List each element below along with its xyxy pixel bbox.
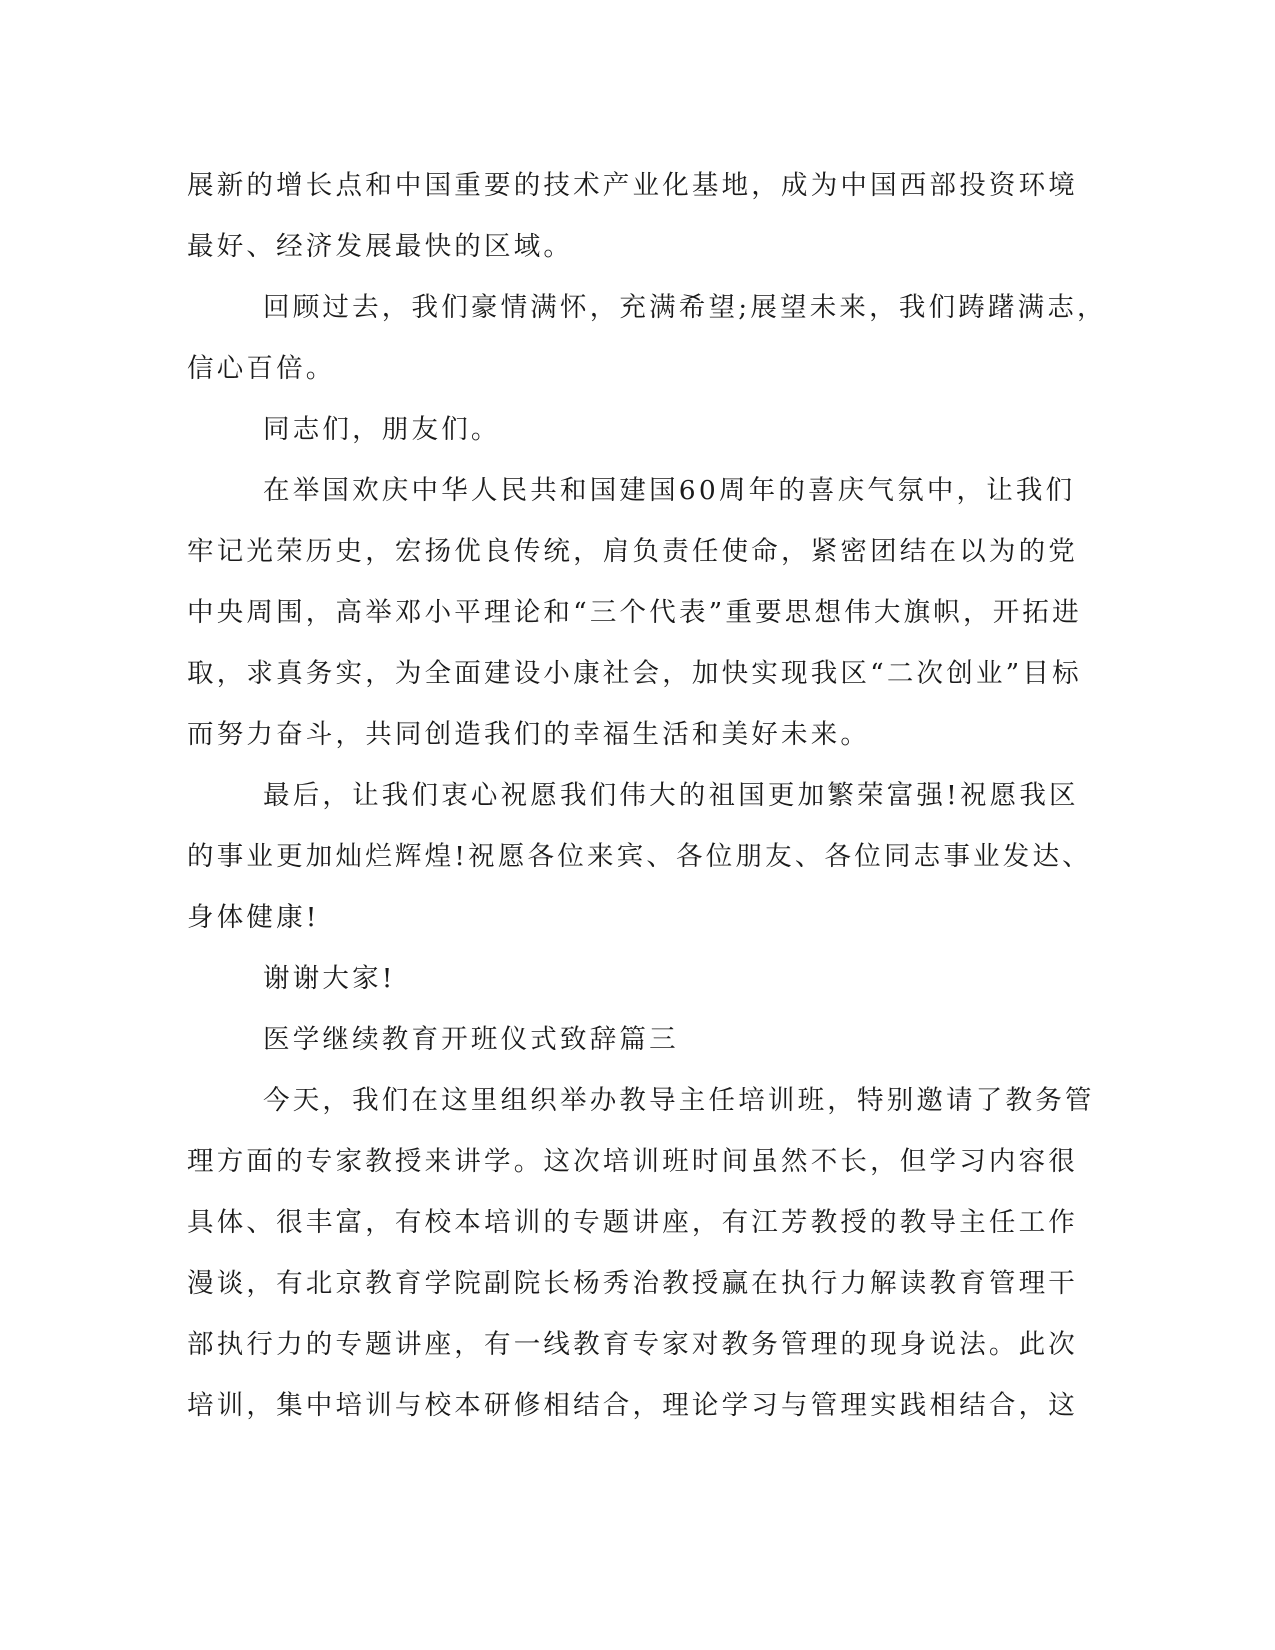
text-line: 最后，让我们衷心祝愿我们伟大的祖国更加繁荣富强!祝愿我区 xyxy=(263,780,1079,811)
text-line: 回顾过去，我们豪情满怀，充满希望;展望未来，我们踌躇满志， xyxy=(263,292,1107,323)
text-line: 中央周围，高举邓小平理论和“三个代表”重要思想伟大旗帜，开拓进 xyxy=(187,597,1082,628)
text-line: 取，求真务实，为全面建设小康社会，加快实现我区“二次创业”目标 xyxy=(187,658,1082,689)
text-line: 同志们，朋友们。 xyxy=(263,414,501,445)
text-line: 漫谈，有北京教育学院副院长杨秀治教授赢在执行力解读教育管理干 xyxy=(187,1268,1078,1299)
text-line: 今天，我们在这里组织举办教导主任培训班，特别邀请了教务管 xyxy=(263,1085,1095,1116)
text-line: 而努力奋斗，共同创造我们的幸福生活和美好未来。 xyxy=(187,719,871,750)
text-line: 的事业更加灿烂辉煌!祝愿各位来宾、各位朋友、各位同志事业发达、 xyxy=(187,841,1092,872)
text-line: 牢记光荣历史，宏扬优良传统，肩负责任使命，紧密团结在以为的党 xyxy=(187,536,1078,567)
text-line: 谢谢大家! xyxy=(263,963,396,994)
text-line: 在举国欢庆中华人民共和国建国60周年的喜庆气氛中，让我们 xyxy=(263,475,1076,506)
document-body xyxy=(187,155,1107,1436)
section-heading: 医学继续教育开班仪式致辞篇三 xyxy=(263,1024,679,1055)
text-line: 最好、经济发展最快的区域。 xyxy=(187,231,574,262)
text-line: 展新的增长点和中国重要的技术产业化基地，成为中国西部投资环境 xyxy=(187,170,1078,201)
text-line: 理方面的专家教授来讲学。这次培训班时间虽然不长，但学习内容很 xyxy=(187,1146,1078,1177)
text-line: 身体健康! xyxy=(187,902,320,933)
text-line: 部执行力的专题讲座，有一线教育专家对教务管理的现身说法。此次 xyxy=(187,1329,1078,1360)
text-line: 具体、很丰富，有校本培训的专题讲座，有江芳教授的教导主任工作 xyxy=(187,1207,1078,1238)
text-line: 信心百倍。 xyxy=(187,353,336,384)
text-line: 培训，集中培训与校本研修相结合，理论学习与管理实践相结合，这 xyxy=(187,1390,1078,1421)
